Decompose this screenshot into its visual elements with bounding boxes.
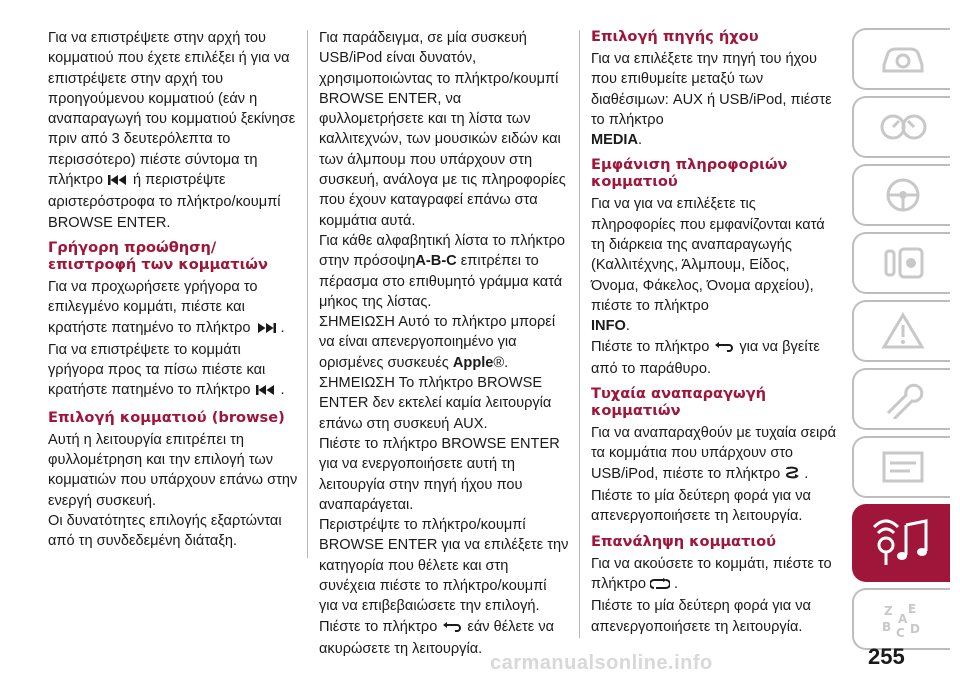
paragraph: Για παράδειγμα, σε μία συσκευή USB/iPod είναι δυνατόν, χρησιμοποιώντας το πλήκτρο/κουμπί BROWSE ENTER, να φυλλομετρήσετε και τη λίστα των καλλιτεχνών, των μουσικών ειδών και των άλμπουμ που υπάρχουν στη συσκευή, ανάλογα με τις πληροφορίες που έχουν καταγραφεί επάνω στα κομμάτια αυτά. — [319, 30, 566, 229]
tab-multimedia[interactable] — [852, 504, 950, 582]
tab-emergency[interactable] — [852, 300, 950, 362]
paragraph: Για να για να επιλέξετε τις πληροφορίες που εμφανίζονται κατά τη διάρκεια της αναπαραγωγής (Καλλιτέχνης, Άλμπουμ, Είδος, Όνομα, Φάκελος, Όνομα αρχείου), πιέστε το πλήκτρο INFO. — [591, 196, 825, 335]
maintenance-icon — [878, 379, 928, 419]
paragraph: Πιέστε το μία δεύτερη φορά για να απενεργοποιήσετε τη λειτουργία. — [591, 488, 811, 525]
section-heading-source: Επιλογή πηγής ήχου — [591, 28, 759, 45]
tab-maintenance[interactable] — [852, 368, 950, 430]
paragraph: Για να προχωρήσετε γρήγορα το επιλεγμένο κομμάτι, πιέστε και κρατήστε πατημένο το πλήκτρο . — [48, 277, 298, 340]
svg-text:B: B — [882, 620, 892, 634]
back-arrow-icon — [713, 339, 735, 359]
watermark: carmanualsonline.info — [490, 652, 713, 674]
paragraph: Για κάθε αλφαβητική λίστα το πλήκτρο στην πρόσοψηA-B-C επιτρέπει το πέρασμα στο επιθυμητό γράμμα κατά μήκος της λίστας. — [319, 232, 566, 310]
svg-text:E: E — [908, 602, 917, 616]
car-info-icon — [878, 39, 928, 79]
previous-track-icon — [107, 172, 129, 192]
column-2 — [319, 28, 569, 659]
technical-data-icon — [878, 447, 928, 487]
previous-track-icon — [255, 382, 277, 402]
chapter-sidebar — [852, 28, 960, 656]
svg-text:Z: Z — [884, 604, 893, 618]
tab-starting[interactable] — [852, 232, 950, 294]
paragraph: Αυτή η λειτουργία επιτρέπει τη φυλλομέτρηση και την επιλογή των κομματιών που υπάρχουν επάνω στην ενεργή συσκευή. — [48, 431, 298, 509]
paragraph: Για να επιλέξετε την πηγή του ήχου που επιθυμείτε μεταξύ των διαθέσιμων: AUX ή USB/iPod, πιέστε το πλήκτρο MEDIA. — [591, 51, 832, 149]
paragraph: Πιέστε το πλήκτρο για να βγείτε από το παράθυρο. — [591, 338, 820, 377]
paragraph: Πιέστε το πλήκτρο BROWSE ENTER για να ενεργοποιήσετε αυτή τη λειτουργία στην πηγή ήχου που αναπαράγεται. — [319, 435, 560, 513]
back-arrow-icon — [441, 619, 463, 639]
column-divider — [579, 30, 580, 638]
paragraph: Για να επιστρέψετε το κομμάτι γρήγορα προς τα πίσω πιέστε και κρατήστε πατημένο το πλήκτρο . — [48, 340, 298, 403]
tab-technical-data[interactable] — [852, 436, 950, 498]
dashboard-icon — [878, 107, 928, 147]
column-divider — [307, 30, 308, 558]
svg-text:D: D — [910, 622, 920, 636]
repeat-icon — [650, 576, 670, 596]
tab-safety[interactable] — [852, 164, 950, 226]
section-heading-repeat: Επανάληψη κομματιού — [591, 532, 776, 550]
column-1 — [48, 28, 298, 552]
index-icon — [878, 599, 928, 639]
section-heading-fast-forward: Γρήγορη προώθηση/επιστροφή των κομματιών — [48, 238, 268, 273]
emergency-icon — [878, 311, 928, 351]
safety-icon — [878, 175, 928, 215]
section-heading-random: Τυχαία αναπαραγωγή κομματιών — [591, 385, 767, 420]
paragraph: Για να επιστρέψετε στην αρχή του κομματιού που έχετε επιλέξει ή για να επιστρέψετε στην αρχή του προηγούμενου κομματιού (εάν η αναπαραγωγή του κομματιού ξεκίνησε πριν από 3 δευτερόλεπτα το περισσότερο) πιέστε σύντομα τη πλήκτρο ή περιστρέψτε αριστερόστροφα το πλήκτρο/κουμπί BROWSE ENTER. — [48, 30, 296, 231]
starting-icon — [878, 243, 928, 283]
tab-car-info[interactable] — [852, 28, 950, 90]
section-heading-info: Εμφάνιση πληροφοριών κομματιού — [591, 156, 788, 191]
tab-dashboard[interactable] — [852, 96, 950, 158]
multimedia-icon — [872, 515, 932, 571]
svg-text:A: A — [898, 612, 908, 626]
paragraph: ΣΗΜΕΙΩΣΗ Αυτό το πλήκτρο μπορεί να είναι απενεργοποιημένο για ορισμένες συσκευές Apple®. — [319, 314, 556, 371]
paragraph: Οι δυνατότητες επιλογής εξαρτώνται από τη συνδεδεμένη διάταξη. — [48, 512, 282, 550]
section-heading-browse: Επιλογή κομματιού (browse) — [48, 408, 285, 426]
page-number: 255 — [868, 644, 905, 669]
next-track-icon — [255, 320, 277, 340]
shuffle-icon — [784, 466, 800, 486]
tab-index[interactable] — [852, 588, 950, 650]
paragraph: Για να ακούσετε το κομμάτι, πιέστε το πλήκτρο . — [591, 554, 836, 597]
paragraph: Πιέστε το πλήκτρο εάν θέλετε να ακυρώσετε τη λειτουργία. — [319, 618, 555, 657]
paragraph: ΣΗΜΕΙΩΣΗ Το πλήκτρο BROWSE ENTER δεν εκτελεί καμία λειτουργία επάνω στη συσκευή AUX. — [319, 375, 552, 432]
svg-text:C: C — [896, 626, 905, 639]
paragraph: Περιστρέψτε το πλήκτρο/κουμπί BROWSE ENTER για να επιλέξετε την κατηγορία που θέλετε και στη συνέχεια πιέστε το πλήκτρο/κουμπί για να επιβεβαιώσετε την επιλογή. — [319, 517, 569, 615]
paragraph: Πιέστε το μία δεύτερη φορά για να απενεργοποιήσετε τη λειτουργία. — [591, 598, 811, 635]
column-3 — [591, 28, 836, 637]
paragraph: Για να αναπαραχθούν με τυχαία σειρά τα κομμάτια που υπάρχουν στο USB/iPod, πιέστε το πλήκτρο . — [591, 423, 836, 486]
